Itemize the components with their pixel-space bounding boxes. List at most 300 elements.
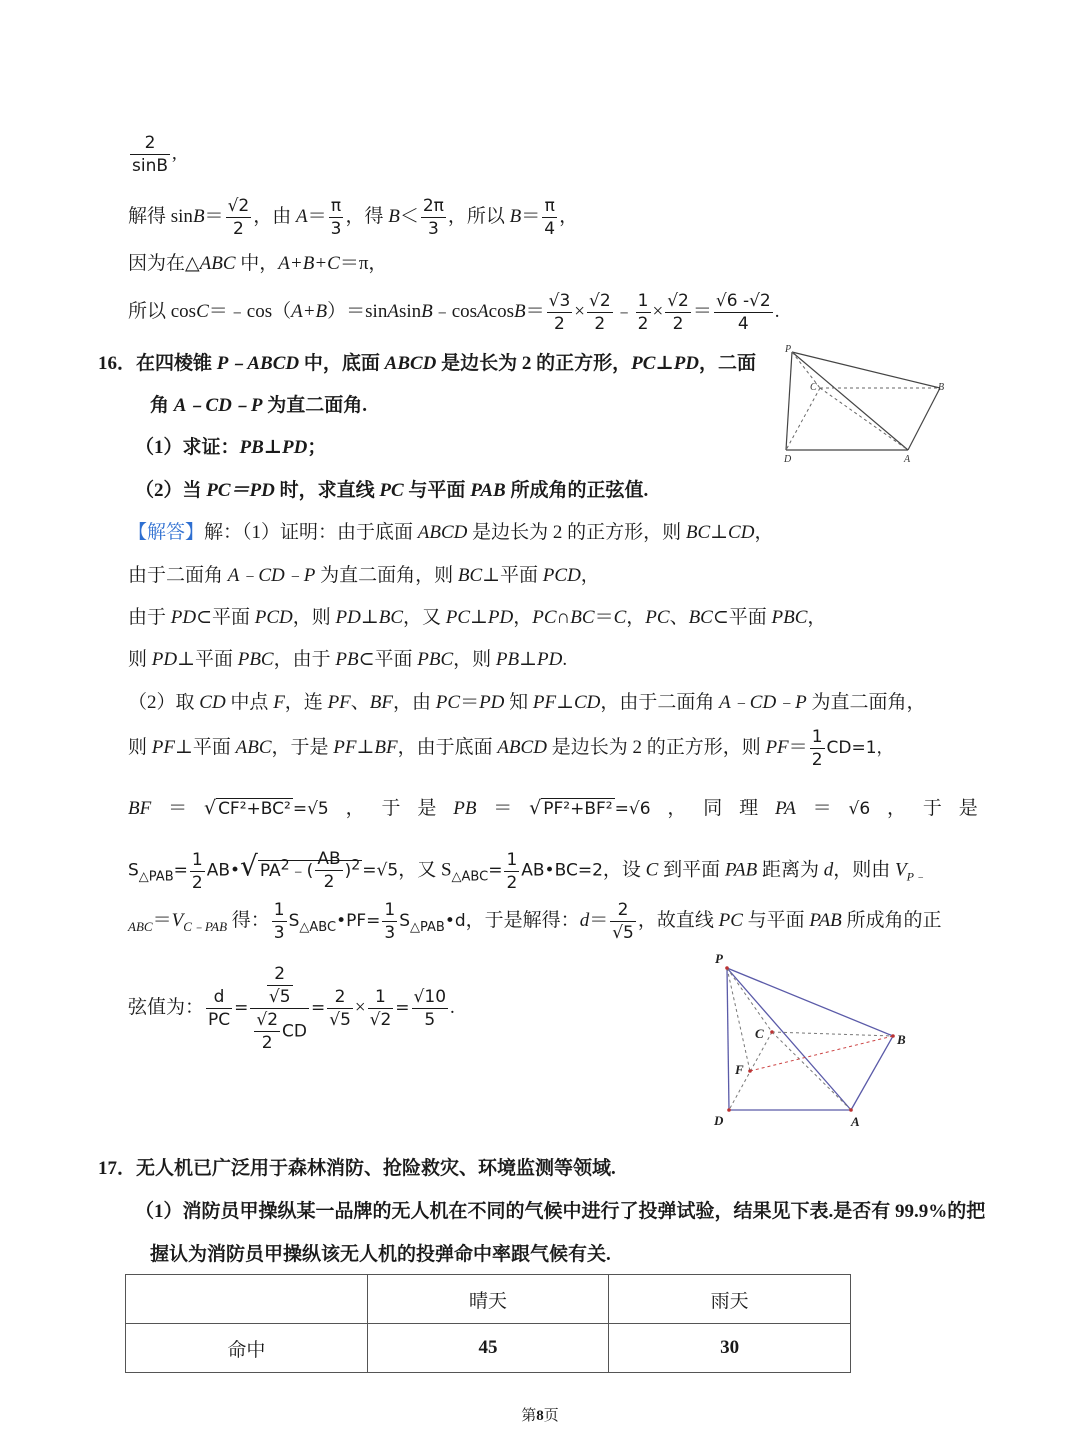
var: PF⊥BF [333, 737, 398, 758]
var: PF [765, 737, 789, 758]
text: ，连 [284, 692, 328, 713]
frac-num [250, 963, 309, 1009]
text: ，于是 [271, 737, 334, 758]
label-A: A [904, 454, 911, 465]
text: •PF= [336, 911, 381, 931]
frac-den: 2 [261, 1033, 273, 1054]
text: 时，求直线 [274, 480, 380, 501]
frac-den: √5 [268, 987, 291, 1008]
text: ＝ [460, 692, 480, 713]
subscript: △ABC [451, 869, 489, 885]
text: ，所以 [447, 206, 510, 227]
text: ， [559, 206, 579, 227]
frac-num: 1 [811, 727, 823, 748]
text: ＝﹣cos（ [208, 301, 292, 322]
text: 无人机已广泛用于森林消防、抢险救灾、环境监测等领域. [136, 1158, 616, 1179]
text: ， [345, 797, 365, 819]
edge-AB [851, 1036, 893, 1110]
text: （2）取 [128, 692, 200, 713]
point-B [891, 1034, 895, 1038]
text: 为直二面角， [806, 692, 926, 713]
frac-num: 1 [368, 986, 394, 1009]
frac-num: √2 [227, 196, 250, 217]
var: ABC [235, 737, 272, 758]
frac-num: 2π [422, 196, 444, 217]
text: 中点 [225, 692, 274, 713]
var: V [171, 910, 184, 931]
text: ，由 [253, 206, 296, 227]
radical-sign: √ [203, 797, 217, 819]
text: 页 [543, 1408, 559, 1424]
text: = [311, 998, 326, 1018]
text: 第 [521, 1408, 537, 1424]
text: 到平面 [658, 859, 725, 881]
var: PC⊥PD [445, 607, 514, 628]
text: ＝ [788, 737, 808, 758]
text: 于 [381, 797, 401, 819]
text: 是边长为 2 的正方形，则 [467, 522, 686, 543]
text: ⊂平面 [358, 649, 418, 670]
var: BF [369, 692, 394, 713]
text: ，得 [345, 206, 389, 227]
var: PBC [771, 607, 808, 628]
data-table [125, 1274, 851, 1373]
text: ，由 [393, 692, 436, 713]
frac-den: 3 [384, 923, 396, 944]
var: ABCD [497, 737, 547, 758]
frac-den: 5 [424, 1010, 436, 1031]
frac-num: 1 [506, 849, 518, 870]
text: ⊥平面 [174, 737, 236, 758]
text: × [354, 997, 366, 1018]
frac-num: 1 [273, 900, 285, 921]
q16-answer-5 [128, 691, 926, 715]
q17-part-1b: 握认为消防员甲操纵该无人机的投弹命中率跟气候有关. [150, 1244, 611, 1265]
q15-line-3 [128, 290, 779, 335]
q16-part-1 [135, 436, 326, 460]
frac-den: 2 [554, 314, 565, 335]
text: ＝ [204, 206, 224, 227]
text: ，故直线 [637, 910, 719, 931]
q16-answer-3 [128, 606, 826, 630]
point-C [770, 1030, 774, 1034]
var: PF [151, 737, 175, 758]
radical-sign: √ [240, 849, 258, 883]
text: 由于 [128, 607, 171, 628]
text: S [128, 860, 139, 881]
frac-num: √2 [589, 291, 611, 312]
label-F: F [735, 1062, 744, 1077]
var: A+B+C [278, 253, 340, 274]
text: ，则 [453, 649, 496, 670]
label-C: C [810, 382, 817, 393]
text: ﹣ [614, 301, 634, 322]
text: cos [488, 301, 514, 322]
text: ， [626, 607, 646, 628]
var: PC [645, 607, 670, 628]
frac-den: PC [208, 1010, 231, 1031]
frac-num: √6 -√2 [715, 291, 771, 312]
frac-num: 2 [610, 899, 636, 922]
var: PB [335, 649, 359, 670]
text: 与平面 [742, 910, 810, 931]
q16-answer-10 [128, 958, 455, 1058]
text: S [399, 911, 411, 931]
text: AB• [206, 860, 241, 881]
var: PC [379, 480, 404, 501]
table-header-cell [126, 1275, 368, 1324]
text: ＝ [525, 301, 545, 322]
var: BF [128, 797, 152, 819]
var: PCD [254, 607, 293, 628]
text: ，二面 [699, 353, 757, 374]
superscript: 2 [351, 857, 361, 873]
sqrt-expr [240, 840, 362, 896]
text: ＝ [594, 607, 614, 628]
point-A [849, 1108, 853, 1112]
text: （2）当 [135, 480, 207, 501]
frac-num: 2 [267, 963, 293, 986]
var: A+B [291, 301, 328, 322]
q17-part-1a: （1）消防员甲操纵某一品牌的无人机在不同的气候中进行了投弹试验，结果见下表.是否有 99.9%的把 [135, 1201, 986, 1222]
table-cell: 命中 [126, 1324, 368, 1373]
text: 弦值为： [128, 997, 205, 1018]
text: 由于二面角 [128, 565, 228, 586]
text: = [173, 860, 188, 881]
label-B: B [897, 1032, 906, 1047]
frac-num: √10 [413, 987, 447, 1008]
var: PC⊥PD [631, 353, 700, 374]
var: B [388, 206, 400, 227]
text: ＝ [521, 206, 541, 227]
frac-den: 3 [330, 219, 342, 240]
var: PD [151, 649, 178, 670]
var: CD [199, 692, 226, 713]
text: ﹣( [289, 860, 314, 881]
var: PBC [237, 649, 274, 670]
table-header-row [126, 1275, 851, 1324]
text: ＝ [812, 797, 832, 819]
var: C [196, 301, 209, 322]
frac-den: 4 [737, 314, 749, 335]
table-cell: 45 [367, 1324, 609, 1373]
frac-den: √5 [612, 923, 634, 944]
label-D: D [784, 454, 792, 465]
edge-CA [820, 388, 908, 450]
edge-CD [786, 388, 820, 450]
edge-PD [786, 352, 792, 450]
var: PAB [809, 910, 842, 931]
text: ＜ [399, 206, 419, 227]
text: . [450, 997, 455, 1018]
text: ＝ [168, 797, 188, 819]
text: =√5 [362, 860, 399, 881]
text: 中， [235, 253, 279, 274]
frac-den: 2 [594, 314, 606, 335]
text: ﹣cos [432, 301, 478, 322]
frac-num: 2 [327, 986, 353, 1009]
q16-answer-9 [128, 897, 942, 952]
edge-FB [750, 1036, 893, 1071]
text: ， [513, 607, 533, 628]
text: ； [307, 437, 327, 458]
frac-num: π [329, 195, 344, 218]
frac-den: 3 [273, 923, 285, 944]
label-C: C [755, 1026, 764, 1041]
var: A﹣CD﹣P [173, 395, 263, 416]
q15-line-2 [128, 252, 387, 276]
var: d [579, 910, 590, 931]
text: 解得 sin [128, 206, 193, 227]
text: 得： [227, 910, 270, 931]
var: PB⊥PD [495, 649, 563, 670]
q16-answer-7 [128, 793, 978, 824]
text: CD=1， [826, 738, 894, 758]
frac-num: π [542, 195, 557, 218]
frac-comma: , [172, 142, 177, 164]
text: ，则 [292, 607, 336, 628]
text: 是 [417, 797, 437, 819]
var: C [645, 859, 659, 881]
text: √6 [848, 798, 871, 819]
var: P﹣ABCD [216, 353, 300, 374]
text: （1）求证： [135, 437, 240, 458]
text: 是边长为 2 的正方形，则 [546, 737, 766, 758]
table-cell: 30 [609, 1324, 851, 1373]
frac-num: 1 [384, 900, 396, 921]
text: ， [807, 607, 827, 628]
var: ABCD [384, 353, 437, 374]
text: ⊂平面 [712, 607, 772, 628]
frac-num: 1 [637, 291, 649, 312]
frac-num: 1 [191, 849, 203, 870]
radicand: PF²+BF² [543, 799, 613, 819]
text: 距离为 [757, 859, 824, 881]
text: sin [398, 301, 422, 322]
var: PC∩BC [532, 607, 595, 628]
frac-den: 2 [506, 872, 518, 893]
var: A﹣CD﹣P [719, 692, 807, 713]
text: ，于是解得： [465, 910, 580, 931]
text: ）＝sin [327, 301, 388, 322]
subscript: P﹣ [906, 869, 926, 884]
text: × [574, 301, 585, 322]
frac-num: √3 [548, 291, 571, 312]
answer-tag: 【解答】 [128, 522, 205, 543]
var: F [273, 692, 285, 713]
var: B [192, 206, 205, 227]
text: ， [580, 565, 600, 586]
subscript: C﹣PAB [183, 918, 228, 934]
text: = [395, 998, 410, 1018]
var: B [421, 301, 433, 322]
var: PAB [470, 480, 506, 501]
text: 则 [128, 737, 152, 758]
var: PA [775, 797, 796, 819]
frac-den: 2 [191, 872, 203, 893]
text: . [562, 649, 568, 670]
var: A [295, 206, 308, 227]
frac-den: √5 [329, 1010, 351, 1031]
text: ，又 [403, 607, 446, 628]
superscript: 2 [280, 857, 290, 873]
edge-PB [727, 968, 893, 1036]
text: 所成角的正 [841, 910, 942, 931]
text: 为直二面角，则 [315, 565, 458, 586]
radical-sign: √ [529, 797, 542, 819]
point-D [727, 1108, 731, 1112]
text: 8 [536, 1408, 544, 1424]
text: =√5 [292, 799, 329, 819]
page-number [0, 1404, 1080, 1425]
text: 与平面 [403, 480, 471, 501]
text: . [774, 301, 780, 322]
text: •d [444, 911, 466, 931]
text: ，则由 [833, 859, 896, 881]
subscript: △PAB [138, 869, 174, 885]
text: = [234, 998, 249, 1018]
var: C [613, 607, 627, 628]
q16-stem-1 [98, 352, 756, 376]
text: ，由于二面角 [600, 692, 720, 713]
text: ＝ [493, 797, 513, 819]
var: PD [170, 607, 197, 628]
frac-den: √2 [369, 1010, 392, 1031]
label-B: B [938, 382, 945, 393]
var: PC＝PD [206, 480, 275, 501]
edge-CB [772, 1032, 893, 1036]
edge-PD [727, 968, 729, 1110]
frac-den: 2 [323, 872, 335, 893]
text: × [652, 301, 664, 322]
var: PB [453, 797, 477, 819]
text: ＝ [692, 301, 712, 322]
text: ＝ [589, 910, 609, 931]
text: ，由于底面 [397, 737, 498, 758]
var: A [387, 301, 399, 322]
text: 角 [150, 395, 174, 416]
var: PB⊥PD [239, 437, 308, 458]
sqrt-expr [204, 793, 329, 824]
text: ＝π， [339, 253, 388, 274]
sqrt-expr [529, 793, 650, 824]
text: 、 [669, 607, 689, 628]
question-number: 17． [98, 1158, 137, 1179]
frac-num: √2 [256, 1010, 279, 1031]
table-header-cell: 晴天 [367, 1275, 609, 1324]
text: ， [667, 797, 687, 819]
text: 中，底面 [299, 353, 385, 374]
var: ABCD [417, 522, 468, 543]
text: S [288, 911, 300, 931]
label-P: P [715, 951, 723, 966]
text: 在四棱锥 [136, 353, 217, 374]
text: 解：（1）证明：由于底面 [204, 522, 418, 543]
frac-den [250, 1009, 309, 1054]
text: 所以 cos [128, 301, 197, 322]
q16-answer-6 [128, 726, 894, 771]
label-A: A [851, 1114, 860, 1129]
var: PF [327, 692, 351, 713]
point-P [725, 966, 729, 970]
text: ，设 [602, 859, 646, 881]
text: =√6 [614, 799, 651, 819]
text: ⊥平面 [177, 649, 238, 670]
frac-den: 2 [637, 314, 649, 335]
frac-num: d [206, 986, 232, 1009]
text: 于 [922, 797, 942, 819]
text: 为直二面角. [262, 395, 367, 416]
pyramid-figure-small [780, 340, 950, 470]
compound-fraction [250, 963, 309, 1054]
point-F [748, 1069, 752, 1073]
q16-answer-2 [128, 564, 600, 588]
edge-PF [727, 968, 750, 1071]
var: PC [435, 692, 461, 713]
text: ＝ [307, 206, 327, 227]
var: BC [688, 607, 713, 628]
frac-den: 4 [544, 219, 556, 240]
var: A﹣CD﹣P [227, 565, 316, 586]
frac-num: 2 [130, 132, 170, 155]
text: 因为在△ [128, 253, 200, 274]
edge-AB [908, 388, 940, 450]
label-D: D [714, 1113, 724, 1128]
subscript: △ABC [299, 919, 337, 935]
var: PCD [542, 565, 581, 586]
frac-den: 2 [232, 219, 244, 240]
text: ＝ [152, 910, 172, 931]
var: BC [457, 565, 483, 586]
q17-stem [98, 1157, 616, 1181]
q16-answer-1 [128, 521, 773, 545]
edge-PA [727, 968, 851, 1110]
text: ，又 S [398, 859, 452, 881]
text: 所成角的正弦值. [505, 480, 649, 501]
var: PBC [417, 649, 454, 670]
q15-line-1 [128, 195, 578, 240]
radicand: CF²+BC² [218, 799, 291, 819]
label-P: P [785, 344, 792, 355]
frac-den: 2 [811, 750, 823, 771]
var: A [477, 301, 489, 322]
text: ) [344, 860, 352, 881]
frac-den: 3 [427, 219, 439, 240]
var: ABC [199, 253, 236, 274]
frac-num: AB [317, 849, 341, 870]
top-fraction [128, 132, 177, 177]
text: ， [887, 797, 907, 819]
frac-den: sinB [132, 156, 169, 176]
text: 知 [504, 692, 533, 713]
text: 理 [739, 797, 759, 819]
text: ，由于 [273, 649, 336, 670]
frac-num: √2 [667, 291, 689, 312]
text: ， [754, 522, 774, 543]
text: ⊂平面 [196, 607, 255, 628]
text: 同 [703, 797, 723, 819]
text: 则 [128, 649, 152, 670]
var: PC [718, 910, 743, 931]
pyramid-figure-large [705, 948, 920, 1133]
var: d [823, 859, 834, 881]
table-row [126, 1324, 851, 1373]
text: 、 [350, 692, 370, 713]
var: PD [479, 692, 505, 713]
text: = [488, 860, 503, 881]
var: B [509, 206, 522, 227]
text: PA [259, 860, 281, 881]
